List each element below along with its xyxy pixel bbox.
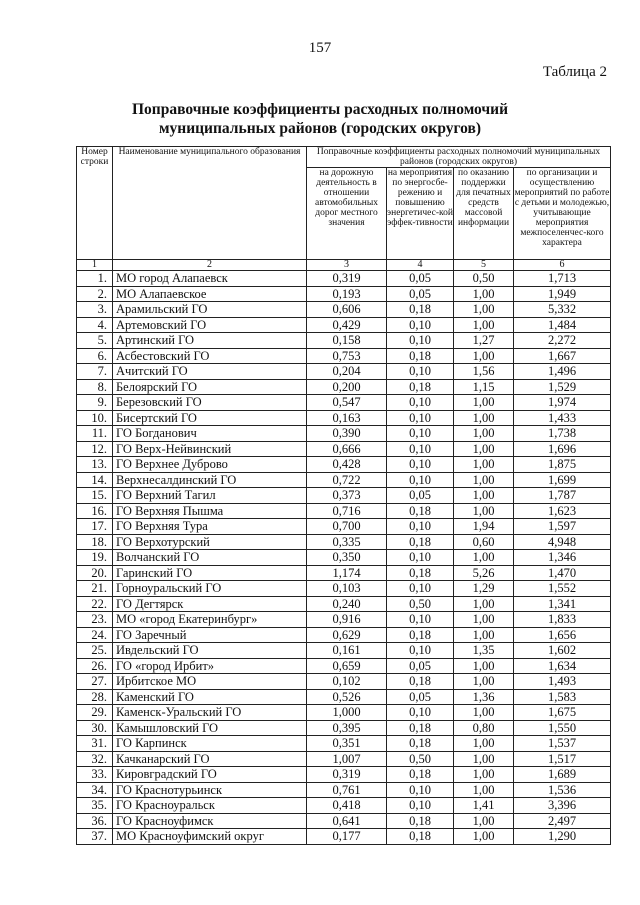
municipality-name-cell: Березовский ГО [113,395,307,411]
media-coef-cell: 1,00 [454,674,514,690]
row-number-cell: 3. [77,302,113,318]
col-number: 4 [387,260,454,271]
row-number-cell: 35. [77,798,113,814]
road-coef-cell: 0,200 [307,379,387,395]
energy-coef-cell: 0,10 [387,457,454,473]
row-number-cell: 4. [77,317,113,333]
media-coef-cell: 1,27 [454,333,514,349]
road-coef-cell: 0,158 [307,333,387,349]
table-row [77,627,611,643]
header-col-3: на дорожную деятельность в отношении автомобильных дорог местного значения [307,168,387,260]
col-number: 2 [113,260,307,271]
media-coef-cell: 1,35 [454,643,514,659]
row-number-cell: 14. [77,472,113,488]
table-row [77,333,611,349]
table-row [77,519,611,535]
municipality-name-cell: Камышловский ГО [113,720,307,736]
table-row [77,751,611,767]
row-number-cell: 22. [77,596,113,612]
municipality-name-cell: ГО Красноуральск [113,798,307,814]
row-number-cell: 12. [77,441,113,457]
energy-coef-cell: 0,10 [387,333,454,349]
media-coef-cell: 1,36 [454,689,514,705]
municipality-name-cell: Артинский ГО [113,333,307,349]
youth-coef-cell: 1,699 [514,472,611,488]
media-coef-cell: 1,00 [454,736,514,752]
road-coef-cell: 0,319 [307,767,387,783]
table-row [77,379,611,395]
media-coef-cell: 1,56 [454,364,514,380]
municipality-name-cell: ГО Верхний Тагил [113,488,307,504]
road-coef-cell: 1,007 [307,751,387,767]
youth-coef-cell: 1,675 [514,705,611,721]
road-coef-cell: 0,240 [307,596,387,612]
road-coef-cell: 0,700 [307,519,387,535]
road-coef-cell: 0,319 [307,271,387,287]
municipality-name-cell: ГО Верхняя Пышма [113,503,307,519]
municipality-name-cell: Горноуральский ГО [113,581,307,597]
media-coef-cell: 1,00 [454,658,514,674]
road-coef-cell: 0,395 [307,720,387,736]
media-coef-cell: 1,29 [454,581,514,597]
row-number-cell: 33. [77,767,113,783]
municipality-name-cell: Качканарский ГО [113,751,307,767]
table-row [77,271,611,287]
municipality-name-cell: Ивдельский ГО [113,643,307,659]
youth-coef-cell: 1,537 [514,736,611,752]
energy-coef-cell: 0,50 [387,596,454,612]
road-coef-cell: 0,373 [307,488,387,504]
road-coef-cell: 0,916 [307,612,387,628]
row-number-cell: 25. [77,643,113,659]
road-coef-cell: 0,390 [307,426,387,442]
road-coef-cell: 0,204 [307,364,387,380]
municipality-name-cell: ГО Заречный [113,627,307,643]
youth-coef-cell: 1,634 [514,658,611,674]
energy-coef-cell: 0,10 [387,612,454,628]
media-coef-cell: 1,00 [454,286,514,302]
media-coef-cell: 1,41 [454,798,514,814]
municipality-name-cell: Белоярский ГО [113,379,307,395]
road-coef-cell: 0,177 [307,829,387,845]
media-coef-cell: 1,00 [454,627,514,643]
row-number-cell: 29. [77,705,113,721]
energy-coef-cell: 0,10 [387,550,454,566]
energy-coef-cell: 0,05 [387,689,454,705]
title-line-2: муниципальных районов (городских округов) [158,120,482,137]
column-number-row [77,260,611,271]
media-coef-cell: 1,00 [454,302,514,318]
document-title [0,100,640,138]
youth-coef-cell: 1,583 [514,689,611,705]
energy-coef-cell: 0,18 [387,302,454,318]
row-number-cell: 21. [77,581,113,597]
media-coef-cell: 1,00 [454,488,514,504]
energy-coef-cell: 0,05 [387,286,454,302]
header-col-6: по организации и осуществлению мероприятий по работе с детьми и молодежью, учитывающие мероприятия межпоселенчес-кого характера [514,168,611,260]
municipality-name-cell: ГО Дегтярск [113,596,307,612]
municipality-name-cell: Каменский ГО [113,689,307,705]
youth-coef-cell: 1,536 [514,782,611,798]
energy-coef-cell: 0,18 [387,720,454,736]
row-number-cell: 18. [77,534,113,550]
table-row [77,348,611,364]
row-number-cell: 31. [77,736,113,752]
table-row [77,813,611,829]
row-number-cell: 8. [77,379,113,395]
table-row [77,302,611,318]
row-number-cell: 20. [77,565,113,581]
youth-coef-cell: 1,696 [514,441,611,457]
municipality-name-cell: Кировградский ГО [113,767,307,783]
road-coef-cell: 0,429 [307,317,387,333]
col-number: 3 [307,260,387,271]
row-number-cell: 16. [77,503,113,519]
youth-coef-cell: 1,689 [514,767,611,783]
table-row [77,829,611,845]
energy-coef-cell: 0,10 [387,643,454,659]
road-coef-cell: 0,761 [307,782,387,798]
row-number-cell: 15. [77,488,113,504]
row-number-cell: 24. [77,627,113,643]
youth-coef-cell: 1,493 [514,674,611,690]
media-coef-cell: 1,00 [454,829,514,845]
table-row [77,643,611,659]
row-number-cell: 34. [77,782,113,798]
municipality-name-cell: Каменск-Уральский ГО [113,705,307,721]
table-row [77,674,611,690]
energy-coef-cell: 0,10 [387,426,454,442]
youth-coef-cell: 1,713 [514,271,611,287]
municipality-name-cell: МО Алапаевское [113,286,307,302]
road-coef-cell: 0,753 [307,348,387,364]
youth-coef-cell: 1,550 [514,720,611,736]
municipality-name-cell: МО «город Екатеринбург» [113,612,307,628]
youth-coef-cell: 1,496 [514,364,611,380]
media-coef-cell: 0,60 [454,534,514,550]
table-row [77,720,611,736]
road-coef-cell: 0,161 [307,643,387,659]
table-row [77,317,611,333]
row-number-cell: 27. [77,674,113,690]
table-row [77,286,611,302]
media-coef-cell: 1,00 [454,441,514,457]
youth-coef-cell: 1,597 [514,519,611,535]
road-coef-cell: 0,629 [307,627,387,643]
row-number-cell: 11. [77,426,113,442]
road-coef-cell: 0,722 [307,472,387,488]
energy-coef-cell: 0,18 [387,348,454,364]
municipality-name-cell: ГО Красноуфимск [113,813,307,829]
table-row [77,658,611,674]
header-row-no: Номер строки [77,147,113,260]
media-coef-cell: 1,00 [454,767,514,783]
youth-coef-cell: 3,396 [514,798,611,814]
table-row [77,767,611,783]
energy-coef-cell: 0,18 [387,534,454,550]
row-number-cell: 6. [77,348,113,364]
youth-coef-cell: 1,787 [514,488,611,504]
table-row [77,782,611,798]
media-coef-cell: 1,00 [454,596,514,612]
municipality-name-cell: Верхнесалдинский ГО [113,472,307,488]
youth-coef-cell: 1,738 [514,426,611,442]
road-coef-cell: 0,418 [307,798,387,814]
row-number-cell: 26. [77,658,113,674]
road-coef-cell: 0,193 [307,286,387,302]
media-coef-cell: 1,00 [454,395,514,411]
youth-coef-cell: 1,974 [514,395,611,411]
header-col-4: на мероприятия по энергосбе-режению и повышению энергетичес-кой эффек-тивности [387,168,454,260]
youth-coef-cell: 1,470 [514,565,611,581]
road-coef-cell: 0,102 [307,674,387,690]
youth-coef-cell: 2,272 [514,333,611,349]
youth-coef-cell: 1,875 [514,457,611,473]
energy-coef-cell: 0,10 [387,581,454,597]
municipality-name-cell: МО Красноуфимский округ [113,829,307,845]
road-coef-cell: 0,659 [307,658,387,674]
media-coef-cell: 0,50 [454,271,514,287]
row-number-cell: 37. [77,829,113,845]
energy-coef-cell: 0,10 [387,782,454,798]
col-number: 5 [454,260,514,271]
media-coef-cell: 1,00 [454,317,514,333]
youth-coef-cell: 1,484 [514,317,611,333]
youth-coef-cell: 2,497 [514,813,611,829]
table-row [77,457,611,473]
youth-coef-cell: 1,529 [514,379,611,395]
media-coef-cell: 1,00 [454,472,514,488]
road-coef-cell: 0,547 [307,395,387,411]
municipality-name-cell: ГО Верхнее Дуброво [113,457,307,473]
table-row [77,581,611,597]
table-row [77,503,611,519]
municipality-name-cell: Ачитский ГО [113,364,307,380]
media-coef-cell: 5,26 [454,565,514,581]
energy-coef-cell: 0,18 [387,565,454,581]
energy-coef-cell: 0,10 [387,317,454,333]
road-coef-cell: 0,606 [307,302,387,318]
media-coef-cell: 0,80 [454,720,514,736]
table-row [77,736,611,752]
energy-coef-cell: 0,18 [387,767,454,783]
energy-coef-cell: 0,10 [387,519,454,535]
energy-coef-cell: 0,18 [387,829,454,845]
header-name: Наименование муниципального образования [113,147,307,260]
municipality-name-cell: Арамильский ГО [113,302,307,318]
media-coef-cell: 1,00 [454,782,514,798]
road-coef-cell: 0,351 [307,736,387,752]
energy-coef-cell: 0,10 [387,705,454,721]
media-coef-cell: 1,94 [454,519,514,535]
row-number-cell: 10. [77,410,113,426]
media-coef-cell: 1,00 [454,705,514,721]
municipality-name-cell: МО город Алапаевск [113,271,307,287]
table-row [77,426,611,442]
media-coef-cell: 1,00 [454,813,514,829]
row-number-cell: 23. [77,612,113,628]
table-row [77,596,611,612]
road-coef-cell: 0,641 [307,813,387,829]
row-number-cell: 13. [77,457,113,473]
municipality-name-cell: ГО Богданович [113,426,307,442]
energy-coef-cell: 0,10 [387,441,454,457]
youth-coef-cell: 1,623 [514,503,611,519]
youth-coef-cell: 1,656 [514,627,611,643]
energy-coef-cell: 0,10 [387,410,454,426]
energy-coef-cell: 0,05 [387,271,454,287]
road-coef-cell: 0,335 [307,534,387,550]
media-coef-cell: 1,00 [454,457,514,473]
municipality-name-cell: ГО Верх-Нейвинский [113,441,307,457]
municipality-name-cell: Ирбитское МО [113,674,307,690]
row-number-cell: 28. [77,689,113,705]
header-col-5: по оказанию поддержки для печатных средств массовой информации [454,168,514,260]
energy-coef-cell: 0,10 [387,798,454,814]
energy-coef-cell: 0,18 [387,379,454,395]
media-coef-cell: 1,00 [454,550,514,566]
municipality-name-cell: Гаринский ГО [113,565,307,581]
table-row [77,798,611,814]
road-coef-cell: 0,526 [307,689,387,705]
energy-coef-cell: 0,18 [387,813,454,829]
youth-coef-cell: 1,433 [514,410,611,426]
energy-coef-cell: 0,05 [387,658,454,674]
municipality-name-cell: Бисертский ГО [113,410,307,426]
municipality-name-cell: Волчанский ГО [113,550,307,566]
row-number-cell: 2. [77,286,113,302]
energy-coef-cell: 0,18 [387,503,454,519]
table-row [77,689,611,705]
energy-coef-cell: 0,18 [387,736,454,752]
road-coef-cell: 1,174 [307,565,387,581]
media-coef-cell: 1,00 [454,426,514,442]
table-label: Таблица 2 [542,64,607,80]
header-group: Поправочные коэффициенты расходных полномочий муниципальных районов (городских округов) [307,147,611,168]
road-coef-cell: 0,666 [307,441,387,457]
municipality-name-cell: ГО Карпинск [113,736,307,752]
youth-coef-cell: 1,833 [514,612,611,628]
youth-coef-cell: 1,552 [514,581,611,597]
table-row [77,395,611,411]
road-coef-cell: 0,350 [307,550,387,566]
col-number: 6 [514,260,611,271]
table-row [77,441,611,457]
road-coef-cell: 1,000 [307,705,387,721]
table-row [77,565,611,581]
municipality-name-cell: ГО Краснотурьинск [113,782,307,798]
municipality-name-cell: ГО Верхотурский [113,534,307,550]
page-number: 157 [308,40,332,56]
youth-coef-cell: 4,948 [514,534,611,550]
municipality-name-cell: Асбестовский ГО [113,348,307,364]
youth-coef-cell: 1,346 [514,550,611,566]
media-coef-cell: 1,00 [454,410,514,426]
row-number-cell: 1. [77,271,113,287]
road-coef-cell: 0,428 [307,457,387,473]
energy-coef-cell: 0,10 [387,364,454,380]
media-coef-cell: 1,15 [454,379,514,395]
table-row [77,410,611,426]
municipality-name-cell: ГО «город Ирбит» [113,658,307,674]
municipality-name-cell: ГО Верхняя Тура [113,519,307,535]
coefficients-table [76,146,611,845]
road-coef-cell: 0,716 [307,503,387,519]
municipality-name-cell: Артемовский ГО [113,317,307,333]
row-number-cell: 7. [77,364,113,380]
table-row [77,534,611,550]
media-coef-cell: 1,00 [454,503,514,519]
row-number-cell: 32. [77,751,113,767]
energy-coef-cell: 0,10 [387,395,454,411]
media-coef-cell: 1,00 [454,612,514,628]
youth-coef-cell: 1,667 [514,348,611,364]
youth-coef-cell: 1,949 [514,286,611,302]
media-coef-cell: 1,00 [454,751,514,767]
row-number-cell: 30. [77,720,113,736]
energy-coef-cell: 0,05 [387,488,454,504]
table-row [77,364,611,380]
road-coef-cell: 0,103 [307,581,387,597]
table-row [77,472,611,488]
row-number-cell: 17. [77,519,113,535]
row-number-cell: 19. [77,550,113,566]
energy-coef-cell: 0,50 [387,751,454,767]
table-row [77,488,611,504]
energy-coef-cell: 0,10 [387,472,454,488]
youth-coef-cell: 1,290 [514,829,611,845]
media-coef-cell: 1,00 [454,348,514,364]
row-number-cell: 36. [77,813,113,829]
youth-coef-cell: 1,341 [514,596,611,612]
youth-coef-cell: 1,517 [514,751,611,767]
energy-coef-cell: 0,18 [387,674,454,690]
row-number-cell: 9. [77,395,113,411]
table-row [77,550,611,566]
youth-coef-cell: 1,602 [514,643,611,659]
title-line-1: Поправочные коэффициенты расходных полномочий [131,101,509,118]
table-body [77,271,611,845]
table-row [77,705,611,721]
col-number: 1 [77,260,113,271]
table-row [77,612,611,628]
youth-coef-cell: 5,332 [514,302,611,318]
row-number-cell: 5. [77,333,113,349]
energy-coef-cell: 0,18 [387,627,454,643]
road-coef-cell: 0,163 [307,410,387,426]
